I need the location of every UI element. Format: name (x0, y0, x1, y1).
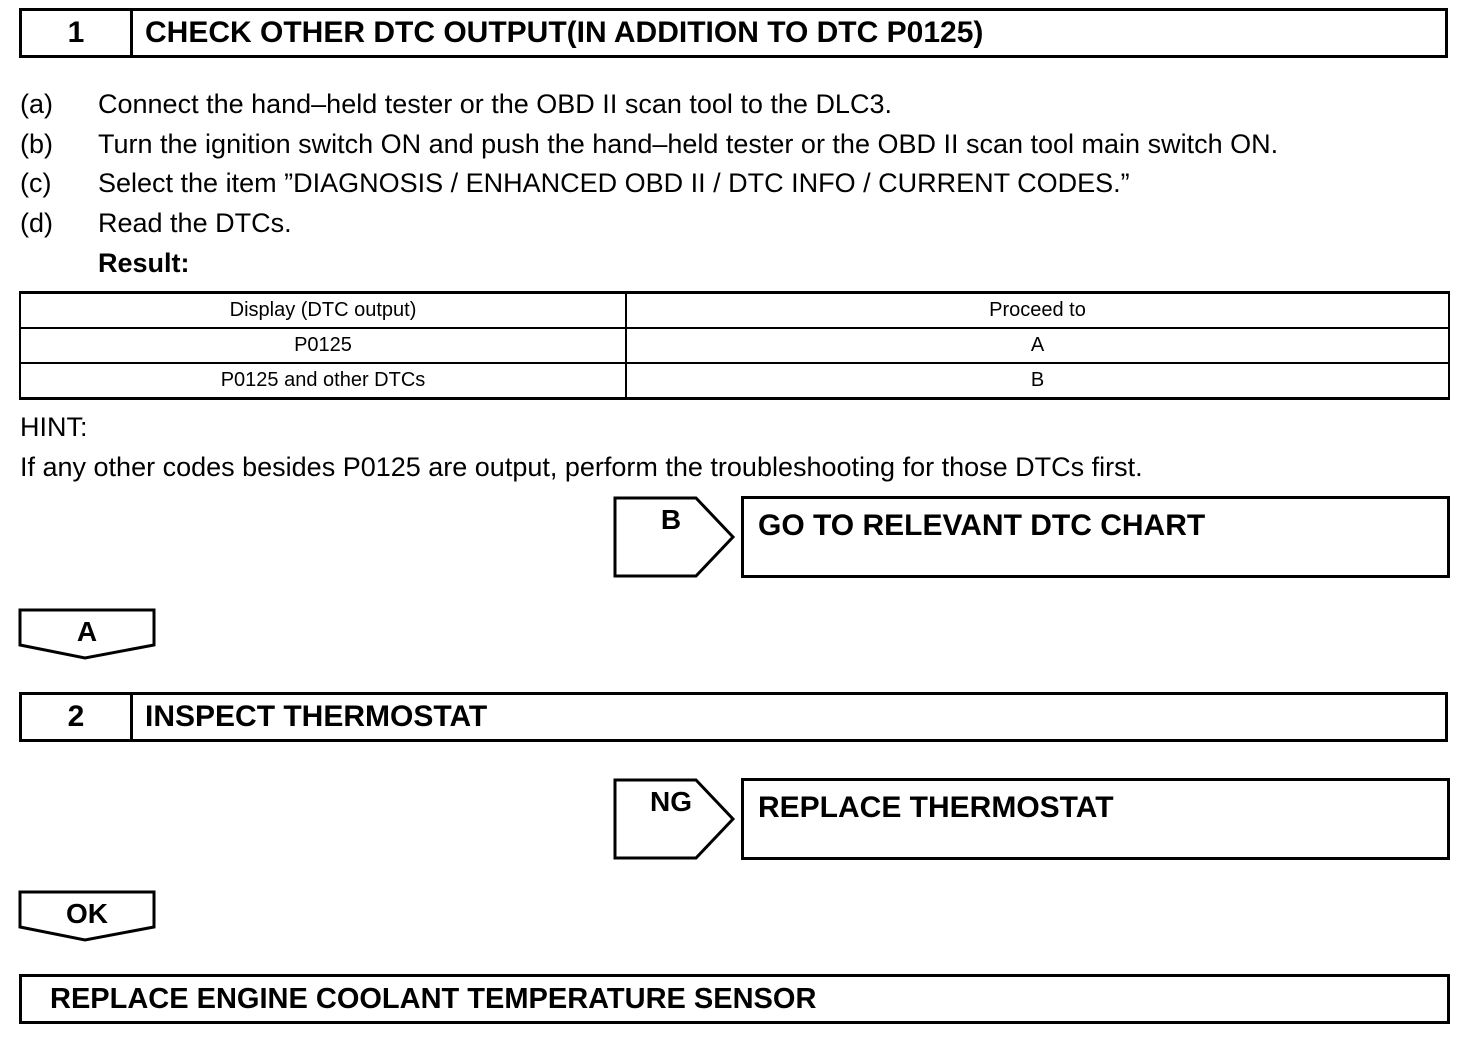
table-header: Proceed to (626, 293, 1449, 329)
branch-b-label: B (660, 504, 682, 535)
table-cell: P0125 (20, 328, 626, 363)
instruction-label: (a) (20, 89, 53, 119)
table-row (20, 363, 1449, 399)
result-table (19, 291, 1450, 400)
hint-text: If any other codes besides P0125 are output, perform the troubleshooting for those DTCs first. (20, 452, 1143, 482)
continue-ok-label: OK (66, 898, 108, 929)
instruction-text: Read the DTCs. (98, 208, 292, 238)
step-1-title: CHECK OTHER DTC OUTPUT(IN ADDITION TO DTC P0125) (145, 16, 984, 49)
replace-ect-sensor-box: REPLACE ENGINE COOLANT TEMPERATURE SENSOR (19, 974, 1450, 1024)
replace-thermostat-box: REPLACE THERMOSTAT (741, 778, 1450, 860)
instruction-text: Connect the hand–held tester or the OBD II scan tool to the DLC3. (98, 89, 892, 119)
hint-label: HINT: (20, 412, 88, 442)
table-header: Display (DTC output) (20, 293, 626, 329)
instruction-label: (c) (20, 168, 52, 198)
table-cell: P0125 and other DTCs (20, 363, 626, 399)
table-row (20, 328, 1449, 363)
go-to-dtc-chart-box: GO TO RELEVANT DTC CHART (741, 496, 1450, 578)
instruction-label: (d) (20, 208, 53, 238)
step-2-header (19, 692, 1448, 742)
branch-ng-label: NG (650, 786, 692, 817)
result-label: Result: (98, 248, 190, 278)
step-1-header (19, 8, 1448, 58)
table-cell: B (626, 363, 1449, 399)
instruction-text: Select the item ”DIAGNOSIS / ENHANCED OBD II / DTC INFO / CURRENT CODES.” (98, 168, 1130, 198)
instruction-text: Turn the ignition switch ON and push the hand–held tester or the OBD II scan tool main switch ON. (98, 129, 1279, 159)
table-header-row (20, 293, 1449, 329)
continue-a-label: A (76, 616, 98, 647)
step-2-title: INSPECT THERMOSTAT (145, 700, 488, 733)
table-cell: A (626, 328, 1449, 363)
step-2-number: 2 (22, 695, 133, 739)
step-1-number: 1 (22, 11, 133, 55)
instruction-label: (b) (20, 129, 53, 159)
